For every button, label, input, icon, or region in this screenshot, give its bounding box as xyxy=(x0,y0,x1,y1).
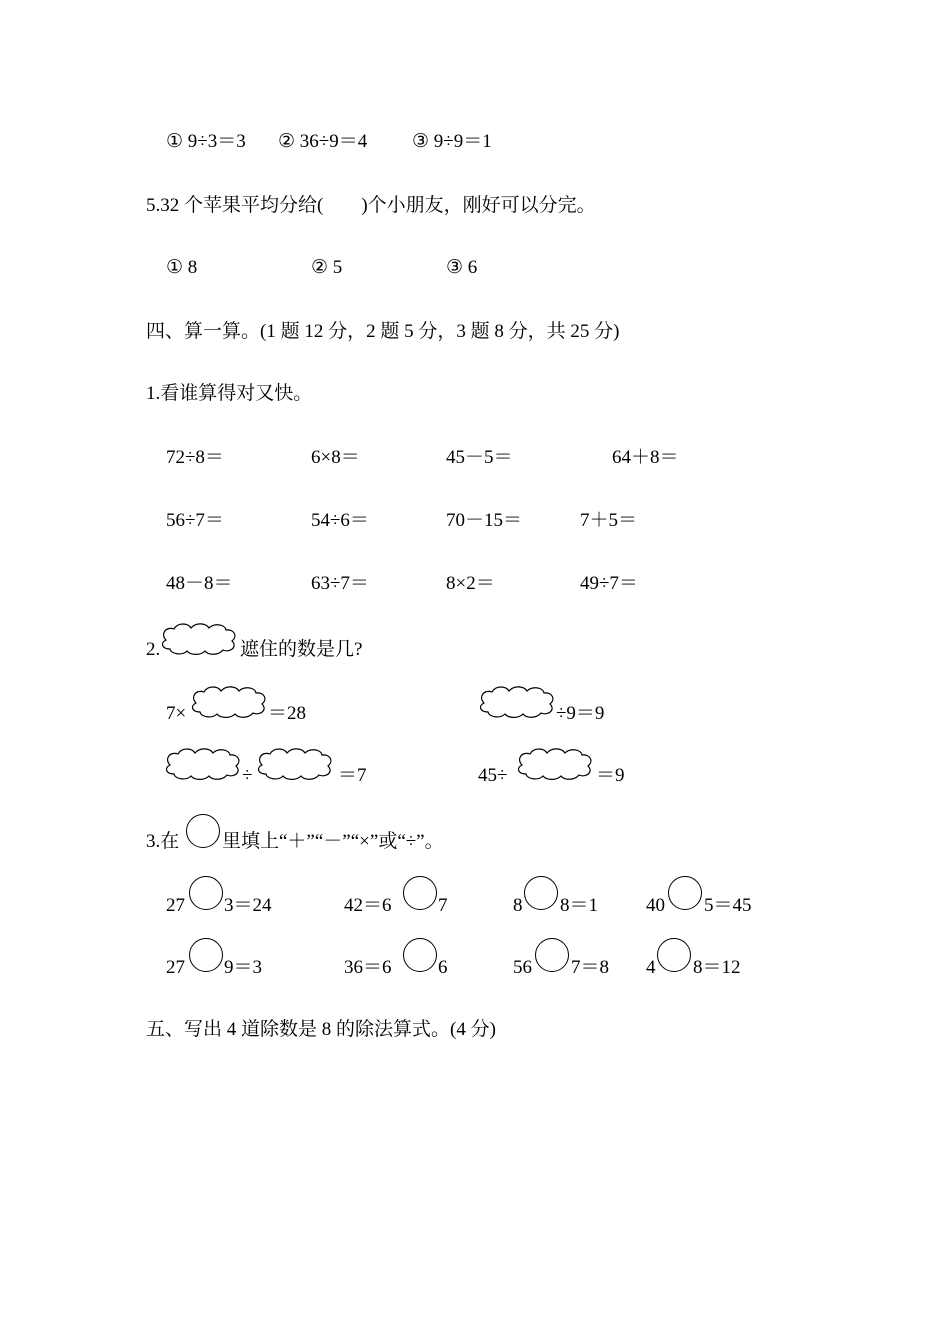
p2-expr2-right: ÷9＝9 xyxy=(556,703,605,724)
cloud-icon xyxy=(476,683,558,721)
answer-circle[interactable] xyxy=(657,938,691,972)
q4-option-2: ② 36÷9＝4 xyxy=(278,131,368,152)
answer-circle[interactable] xyxy=(524,876,558,910)
p3-r2-3-b: 7＝8 xyxy=(571,957,610,978)
cloud-icon xyxy=(254,745,336,783)
cloud-icon xyxy=(162,745,244,783)
cloud-icon xyxy=(514,745,596,783)
p3-r1-1-a: 27 xyxy=(166,895,185,916)
p3-r2-3-a: 56 xyxy=(513,957,532,978)
calc-r2-c4: 7＋5＝ xyxy=(580,510,638,531)
blank-circle-icon xyxy=(186,814,220,848)
p2-expr1-left: 7× xyxy=(166,703,187,724)
p3-r2-4-b: 8＝12 xyxy=(693,957,741,978)
q4-option-1: ① 9÷3＝3 xyxy=(166,131,246,152)
p3-r1-3-b: 8＝1 xyxy=(560,895,599,916)
answer-circle[interactable] xyxy=(535,938,569,972)
answer-circle[interactable] xyxy=(403,938,437,972)
p3-r2-4-a: 4 xyxy=(646,957,656,978)
p2-title-prefix: 2. xyxy=(146,639,161,660)
calc-r2-c2: 54÷6＝ xyxy=(311,510,369,531)
p3-r2-1-b: 9＝3 xyxy=(224,957,263,978)
calc-r1-c3: 45－5＝ xyxy=(446,447,513,468)
p2-title-suffix: 遮住的数是几? xyxy=(240,639,363,660)
calc-r3-c2: 63÷7＝ xyxy=(311,573,369,594)
q5-stem: 5.32 个苹果平均分给( )个小朋友，刚好可以分完。 xyxy=(146,195,596,216)
p2-expr3-right: ＝7 xyxy=(338,765,367,786)
calc-r1-c1: 72÷8＝ xyxy=(166,447,224,468)
cloud-icon xyxy=(158,620,240,658)
q5-option-2: ② 5 xyxy=(311,257,343,278)
p3-r1-2-a: 42＝6 xyxy=(344,895,392,916)
cloud-icon xyxy=(188,683,270,721)
p3-r2-1-a: 27 xyxy=(166,957,185,978)
q5-option-3: ③ 6 xyxy=(446,257,478,278)
p3-title-suffix: 里填上“＋”“－”“×”或“÷”。 xyxy=(222,831,444,852)
p3-r1-3-a: 8 xyxy=(513,895,523,916)
answer-circle[interactable] xyxy=(189,876,223,910)
calc-r3-c3: 8×2＝ xyxy=(446,573,495,594)
calc-r2-c1: 56÷7＝ xyxy=(166,510,224,531)
calc-r3-c4: 49÷7＝ xyxy=(580,573,638,594)
answer-circle[interactable] xyxy=(403,876,437,910)
p2-expr4-right: ＝9 xyxy=(596,765,625,786)
p3-title-prefix: 3.在 xyxy=(146,831,180,852)
p3-r2-2-a: 36＝6 xyxy=(344,957,392,978)
p3-r1-4-b: 5＝45 xyxy=(704,895,752,916)
p2-expr1-right: ＝28 xyxy=(268,703,307,724)
p2-expr4-left: 45÷ xyxy=(478,765,508,786)
q4-option-3: ③ 9÷9＝1 xyxy=(412,131,492,152)
q5-option-1: ① 8 xyxy=(166,257,198,278)
answer-circle[interactable] xyxy=(189,938,223,972)
answer-circle[interactable] xyxy=(668,876,702,910)
p1-title: 1.看谁算得对又快。 xyxy=(146,383,313,404)
calc-r1-c4: 64＋8＝ xyxy=(612,447,679,468)
section4-heading: 四、算一算。(1 题 12 分，2 题 5 分，3 题 8 分，共 25 分) xyxy=(146,321,620,342)
calc-r2-c3: 70－15＝ xyxy=(446,510,523,531)
p3-r2-2-b: 6 xyxy=(438,957,448,978)
p3-r1-1-b: 3＝24 xyxy=(224,895,272,916)
calc-r3-c1: 48－8＝ xyxy=(166,573,233,594)
p3-r1-2-b: 7 xyxy=(438,895,448,916)
p3-r1-4-a: 40 xyxy=(646,895,665,916)
calc-r1-c2: 6×8＝ xyxy=(311,447,360,468)
p2-expr3-mid: ÷ xyxy=(242,765,253,786)
section5-heading: 五、写出 4 道除数是 8 的除法算式。(4 分) xyxy=(146,1019,496,1040)
